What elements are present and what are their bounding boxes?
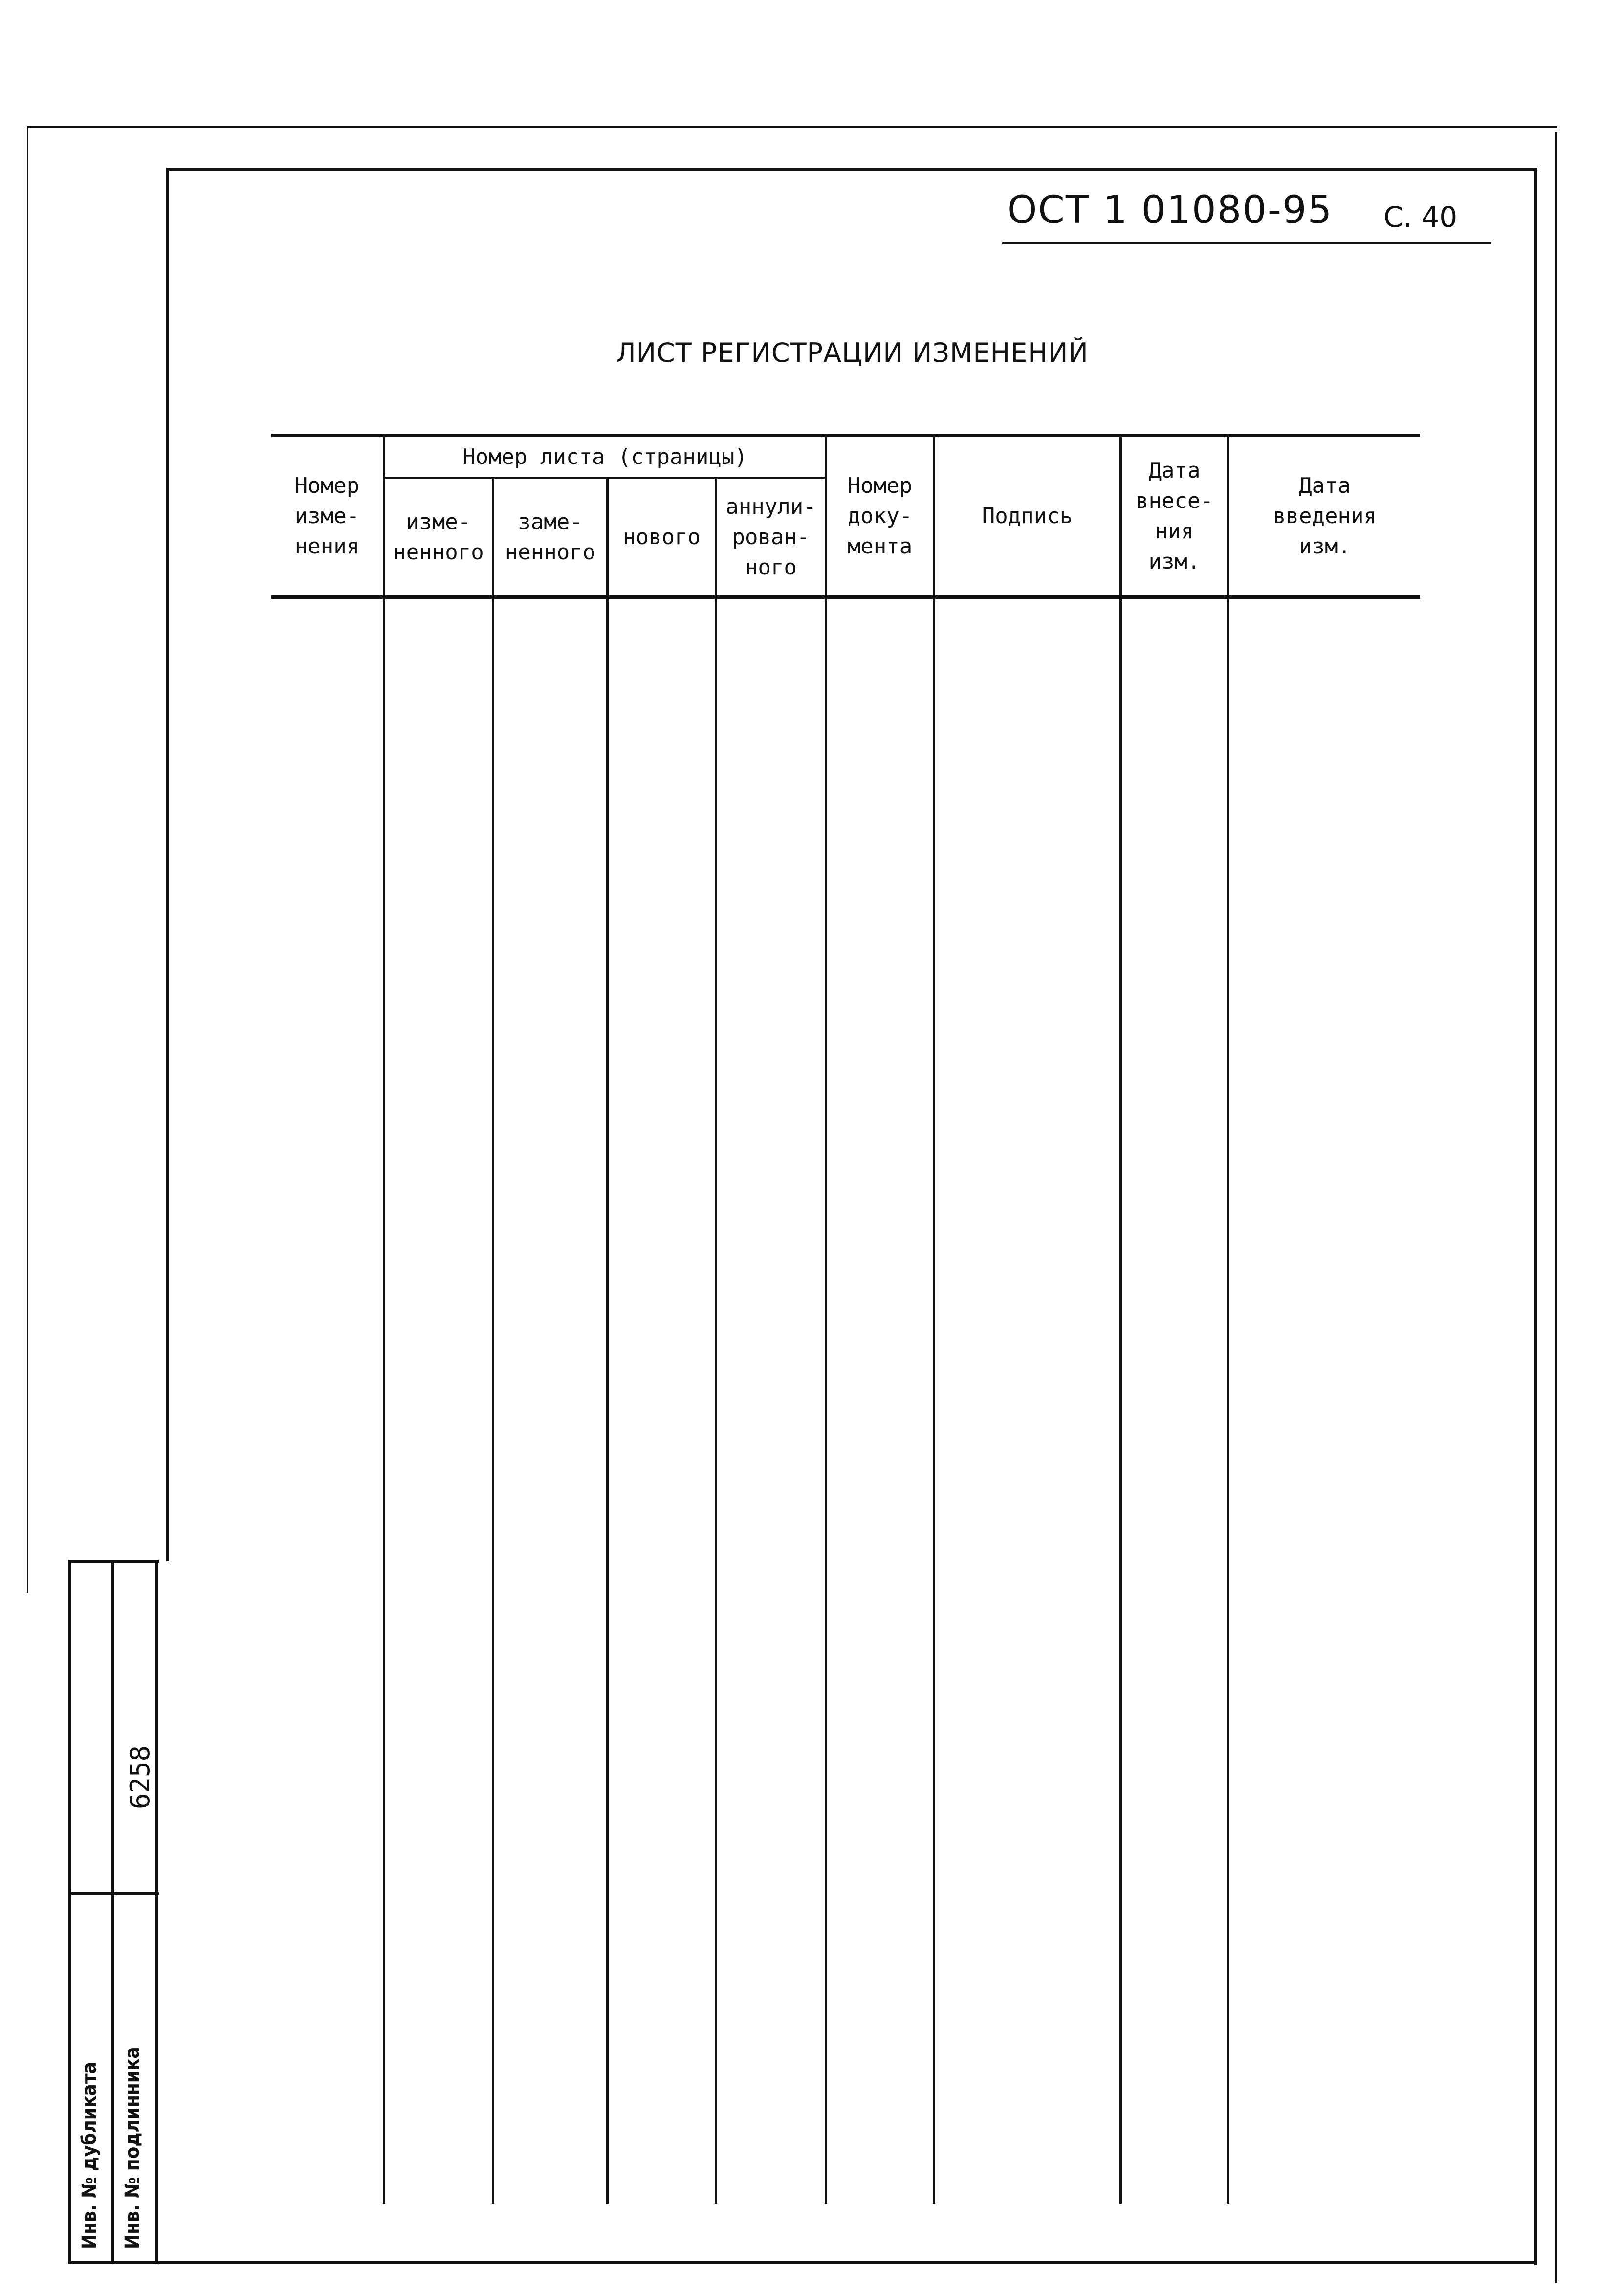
header-effective-date: Дата введения изм. bbox=[1273, 473, 1377, 559]
column-divider bbox=[383, 434, 385, 2204]
column-divider bbox=[606, 478, 609, 2204]
stamp-left-line bbox=[68, 1560, 71, 2264]
column-divider bbox=[715, 478, 717, 2204]
outer-frame-right bbox=[1555, 132, 1557, 2283]
header-change-number: Номер изме- нения bbox=[294, 473, 360, 559]
header-sheet-annulled: аннули- рован- ного bbox=[725, 494, 816, 580]
page-border-top bbox=[169, 168, 1537, 171]
document-code: ОСТ 1 01080-95 bbox=[1007, 188, 1333, 232]
outer-frame-top bbox=[27, 126, 1557, 128]
original-inventory-label: Инв. № подлинника bbox=[121, 2047, 144, 2249]
column-divider bbox=[492, 478, 494, 2204]
column-divider bbox=[933, 434, 935, 2204]
header-sheet-new: нового bbox=[623, 524, 701, 550]
header-sheet-number-group: Номер листа (страницы) bbox=[462, 444, 747, 469]
page-number: С. 40 bbox=[1383, 200, 1458, 234]
column-divider bbox=[1227, 434, 1229, 2204]
header-entry-date: Дата внесе- ния изм. bbox=[1136, 458, 1213, 574]
page-border-left-lower bbox=[155, 1560, 158, 2264]
header-signature: Подпись bbox=[982, 504, 1073, 529]
table-top-line bbox=[271, 434, 1420, 437]
header-document-number: Номер доку- мента bbox=[847, 473, 913, 559]
header-sheet-changed: изме- ненного bbox=[393, 509, 484, 565]
table-header-bottom-line bbox=[271, 595, 1420, 599]
page-border-right bbox=[1534, 168, 1537, 2265]
page-border-bottom bbox=[68, 2261, 1535, 2264]
column-divider bbox=[1119, 434, 1122, 2204]
header-underline bbox=[1002, 242, 1491, 244]
stamp-middle-line bbox=[111, 1560, 114, 2264]
column-divider bbox=[825, 434, 827, 2204]
page-border-left bbox=[166, 168, 169, 1561]
duplicate-inventory-label: Инв. № дубликата bbox=[78, 2062, 101, 2249]
original-inventory-number: 6258 bbox=[125, 1745, 155, 1809]
outer-frame-left bbox=[27, 126, 28, 1593]
stamp-divider-line bbox=[68, 1892, 159, 1895]
sheet-title: ЛИСТ РЕГИСТРАЦИИ ИЗМЕНЕНИЙ bbox=[616, 337, 1089, 368]
header-sheet-replaced: заме- ненного bbox=[505, 509, 596, 565]
